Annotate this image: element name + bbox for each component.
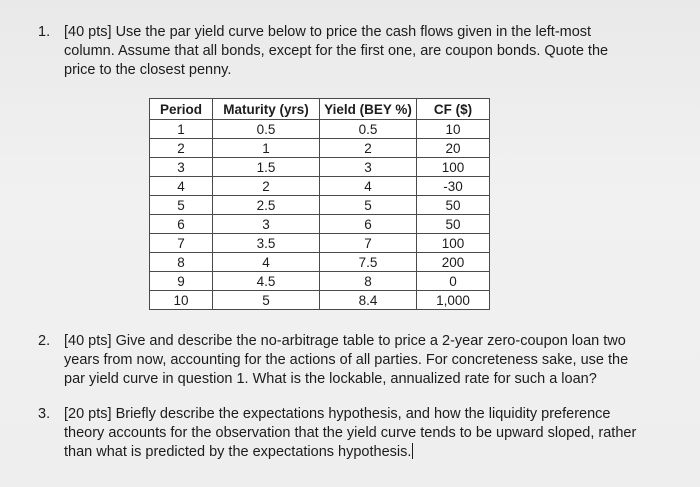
cell-maturity: 2.5	[213, 196, 320, 215]
table-row	[150, 291, 490, 310]
cell-maturity: 3.5	[213, 234, 320, 253]
table-header-row	[150, 99, 490, 120]
cell-yield: 8	[320, 272, 417, 291]
cell-maturity: 4	[213, 253, 320, 272]
header-maturity: Maturity (yrs)	[213, 99, 320, 120]
cell-maturity: 2	[213, 177, 320, 196]
cell-yield: 3	[320, 158, 417, 177]
cell-period: 3	[150, 158, 213, 177]
cell-period: 2	[150, 139, 213, 158]
cell-yield: 8.4	[320, 291, 417, 310]
cell-maturity: 4.5	[213, 272, 320, 291]
cell-maturity: 1	[213, 139, 320, 158]
table-row	[150, 215, 490, 234]
cell-period: 4	[150, 177, 213, 196]
cell-period: 10	[150, 291, 213, 310]
cell-cf: 0	[417, 272, 490, 291]
cell-period: 9	[150, 272, 213, 291]
table-row	[150, 196, 490, 215]
cell-cf: 10	[417, 120, 490, 139]
cell-cf: 100	[417, 234, 490, 253]
cell-maturity: 0.5	[213, 120, 320, 139]
table-row	[150, 177, 490, 196]
cell-period: 8	[150, 253, 213, 272]
cell-yield: 0.5	[320, 120, 417, 139]
cell-maturity: 1.5	[213, 158, 320, 177]
cell-cf: 50	[417, 196, 490, 215]
cell-yield: 4	[320, 177, 417, 196]
question-number: 3.	[38, 406, 51, 422]
cell-cf: 50	[417, 215, 490, 234]
header-yield: Yield (BEY %)	[320, 99, 417, 120]
text-cursor	[412, 443, 413, 459]
table-row	[150, 158, 490, 177]
question-text: [40 pts] Use the par yield curve below to price the cash flows given in the left-most column. Assume that all bonds, except for the first one, are coupon bonds. Quote the price to the closest penny.	[64, 24, 609, 78]
table-row	[150, 272, 490, 291]
table-row	[150, 253, 490, 272]
cell-period: 7	[150, 234, 213, 253]
cell-yield: 5	[320, 196, 417, 215]
cell-yield: 2	[320, 139, 417, 158]
question-text[interactable]: [20 pts] Briefly describe the expectations hypothesis, and how the liquidity preference theory accounts for the observation that the yield curve tends to be upward sloped, rather than what is predicted by the expectations hypothesis.	[64, 406, 637, 460]
cell-yield: 7.5	[320, 253, 417, 272]
table-row	[150, 139, 490, 158]
question-text: [40 pts] Give and describe the no-arbitrage table to price a 2-year zero-coupon loan two years from now, accounting for the actions of all parties. For concreteness sake, use the par yield curve in question 1. What is the lockable, annualized rate for such a loan?	[64, 333, 629, 387]
cell-cf: 1,000	[417, 291, 490, 310]
cell-maturity: 5	[213, 291, 320, 310]
cell-period: 5	[150, 196, 213, 215]
header-period: Period	[150, 99, 213, 120]
header-cf: CF ($)	[417, 99, 490, 120]
question-number: 1.	[38, 24, 51, 40]
par-yield-table	[149, 98, 490, 310]
cell-yield: 6	[320, 215, 417, 234]
cell-period: 6	[150, 215, 213, 234]
cell-yield: 7	[320, 234, 417, 253]
cell-maturity: 3	[213, 215, 320, 234]
question-number: 2.	[38, 333, 51, 349]
cell-period: 1	[150, 120, 213, 139]
cell-cf: 200	[417, 253, 490, 272]
table-row	[150, 234, 490, 253]
cell-cf: -30	[417, 177, 490, 196]
cell-cf: 100	[417, 158, 490, 177]
table-row	[150, 120, 490, 139]
cell-cf: 20	[417, 139, 490, 158]
